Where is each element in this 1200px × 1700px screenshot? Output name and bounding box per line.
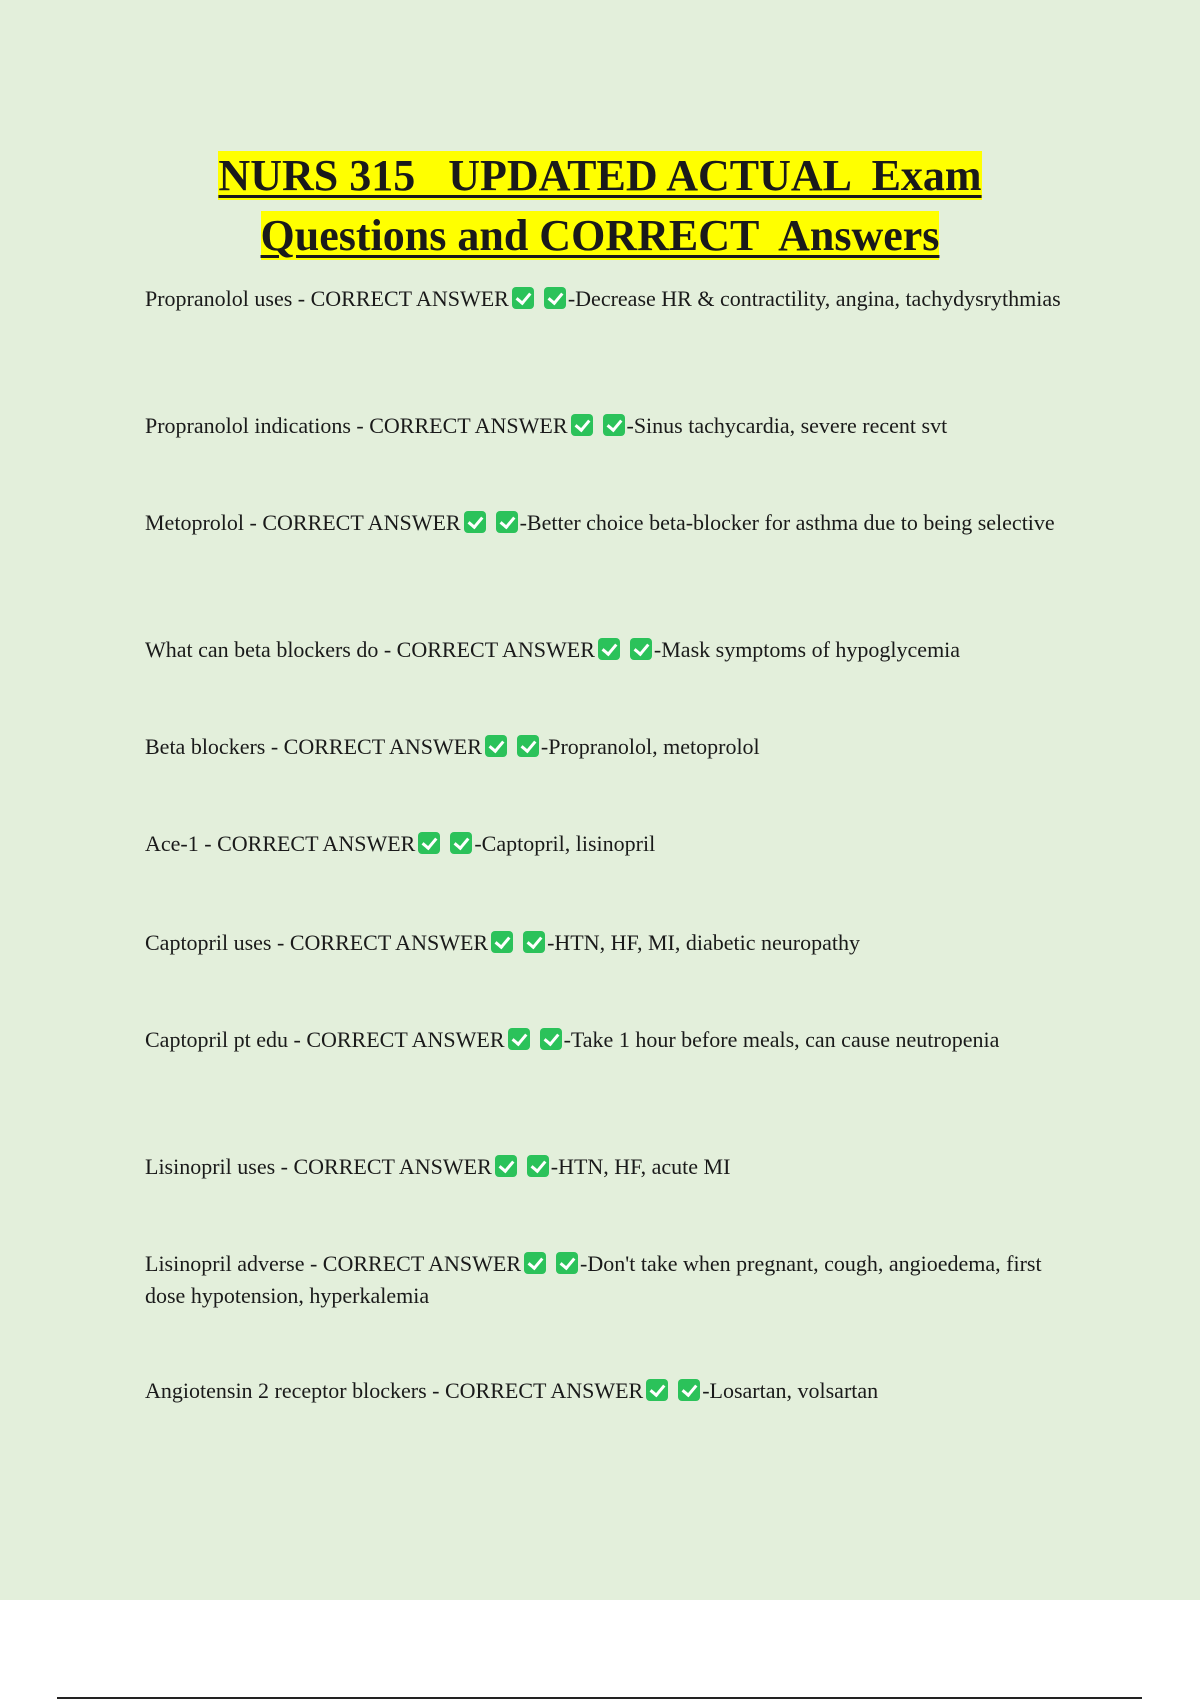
question-term: Metoprolol - [145, 510, 263, 535]
check-box-icon [527, 1155, 549, 1177]
question-term: Ace-1 - [145, 831, 218, 856]
question-term: Captopril pt edu - [145, 1027, 307, 1052]
check-box-icon [630, 638, 652, 660]
check-box-icon [603, 414, 625, 436]
question-term: Lisinopril uses - [145, 1154, 294, 1179]
correct-answer-marker: CORRECT ANSWER [310, 286, 509, 311]
correct-answer-marker: CORRECT ANSWER [322, 1251, 522, 1276]
answer-text: -Mask symptoms of hypoglycemia [653, 637, 961, 662]
question-term: Propranolol indications - [145, 413, 370, 438]
correct-answer-marker: CORRECT ANSWER [306, 1027, 505, 1052]
footer-divider [57, 1697, 1142, 1699]
qa-entry [145, 283, 1065, 315]
qa-entry [145, 927, 1065, 959]
check-box-icon [418, 832, 440, 854]
title-line-1: NURS 315 UPDATED ACTUAL Exam [218, 151, 982, 200]
question-term: Propranolol uses - [145, 286, 311, 311]
question-term: What can beta blockers do - [145, 637, 397, 662]
answer-text: -Propranolol, metoprolol [540, 734, 760, 759]
check-box-icon [540, 1028, 562, 1050]
check-box-icon [523, 931, 545, 953]
question-term: Lisinopril adverse - [145, 1251, 323, 1276]
check-box-icon [450, 832, 472, 854]
question-term: Captopril uses - [145, 930, 290, 955]
question-term: Beta blockers - [145, 734, 284, 759]
check-box-icon [556, 1252, 578, 1274]
check-box-icon [524, 1252, 546, 1274]
correct-answer-marker: CORRECT ANSWER [262, 510, 461, 535]
qa-entry [145, 634, 1065, 666]
check-box-icon [517, 735, 539, 757]
check-box-icon [496, 511, 518, 533]
check-box-icon [495, 1155, 517, 1177]
answer-text: -HTN, HF, MI, diabetic neuropathy [547, 930, 860, 955]
check-box-icon [544, 287, 566, 309]
check-box-icon [464, 511, 486, 533]
check-box-icon [508, 1028, 530, 1050]
answer-text: -Better choice beta-blocker for asthma due to being selective [519, 510, 1055, 535]
qa-entry [145, 507, 1065, 539]
answer-text: -HTN, HF, acute MI [550, 1154, 731, 1179]
answer-text: -Don't take when pregnant, cough, angioedema, first dose hypotension, hyperkalemia [145, 1251, 1042, 1308]
qa-entry [145, 1248, 1065, 1312]
correct-answer-marker: CORRECT ANSWER [217, 831, 416, 856]
answer-text: -Sinus tachycardia, severe recent svt [626, 413, 948, 438]
check-box-icon [678, 1379, 700, 1401]
check-box-icon [571, 414, 593, 436]
qa-entry [145, 410, 1065, 442]
check-box-icon [646, 1379, 668, 1401]
check-box-icon [598, 638, 620, 660]
correct-answer-marker: CORRECT ANSWER [369, 413, 568, 438]
document-title [0, 146, 1200, 266]
correct-answer-marker: CORRECT ANSWER [289, 930, 489, 955]
correct-answer-marker: CORRECT ANSWER [293, 1154, 492, 1179]
qa-entry [145, 1375, 1065, 1407]
correct-answer-marker: CORRECT ANSWER [283, 734, 482, 759]
answer-text: -Take 1 hour before meals, can cause neutropenia [563, 1027, 1000, 1052]
check-box-icon [491, 931, 513, 953]
correct-answer-marker: CORRECT ANSWER [444, 1378, 644, 1403]
qa-entry [145, 828, 1065, 860]
check-box-icon [485, 735, 507, 757]
answer-text: -Losartan, volsartan [702, 1378, 879, 1403]
qa-entry [145, 1024, 1065, 1056]
answer-text: -Decrease HR & contractility, angina, tachydysrythmias [567, 286, 1061, 311]
answer-text: -Captopril, lisinopril [474, 831, 656, 856]
qa-entry [145, 731, 1065, 763]
check-box-icon [512, 287, 534, 309]
question-term: Angiotensin 2 receptor blockers - [145, 1378, 445, 1403]
qa-entry [145, 1151, 1065, 1183]
correct-answer-marker: CORRECT ANSWER [396, 637, 595, 662]
title-line-2: Questions and CORRECT Answers [260, 211, 940, 260]
